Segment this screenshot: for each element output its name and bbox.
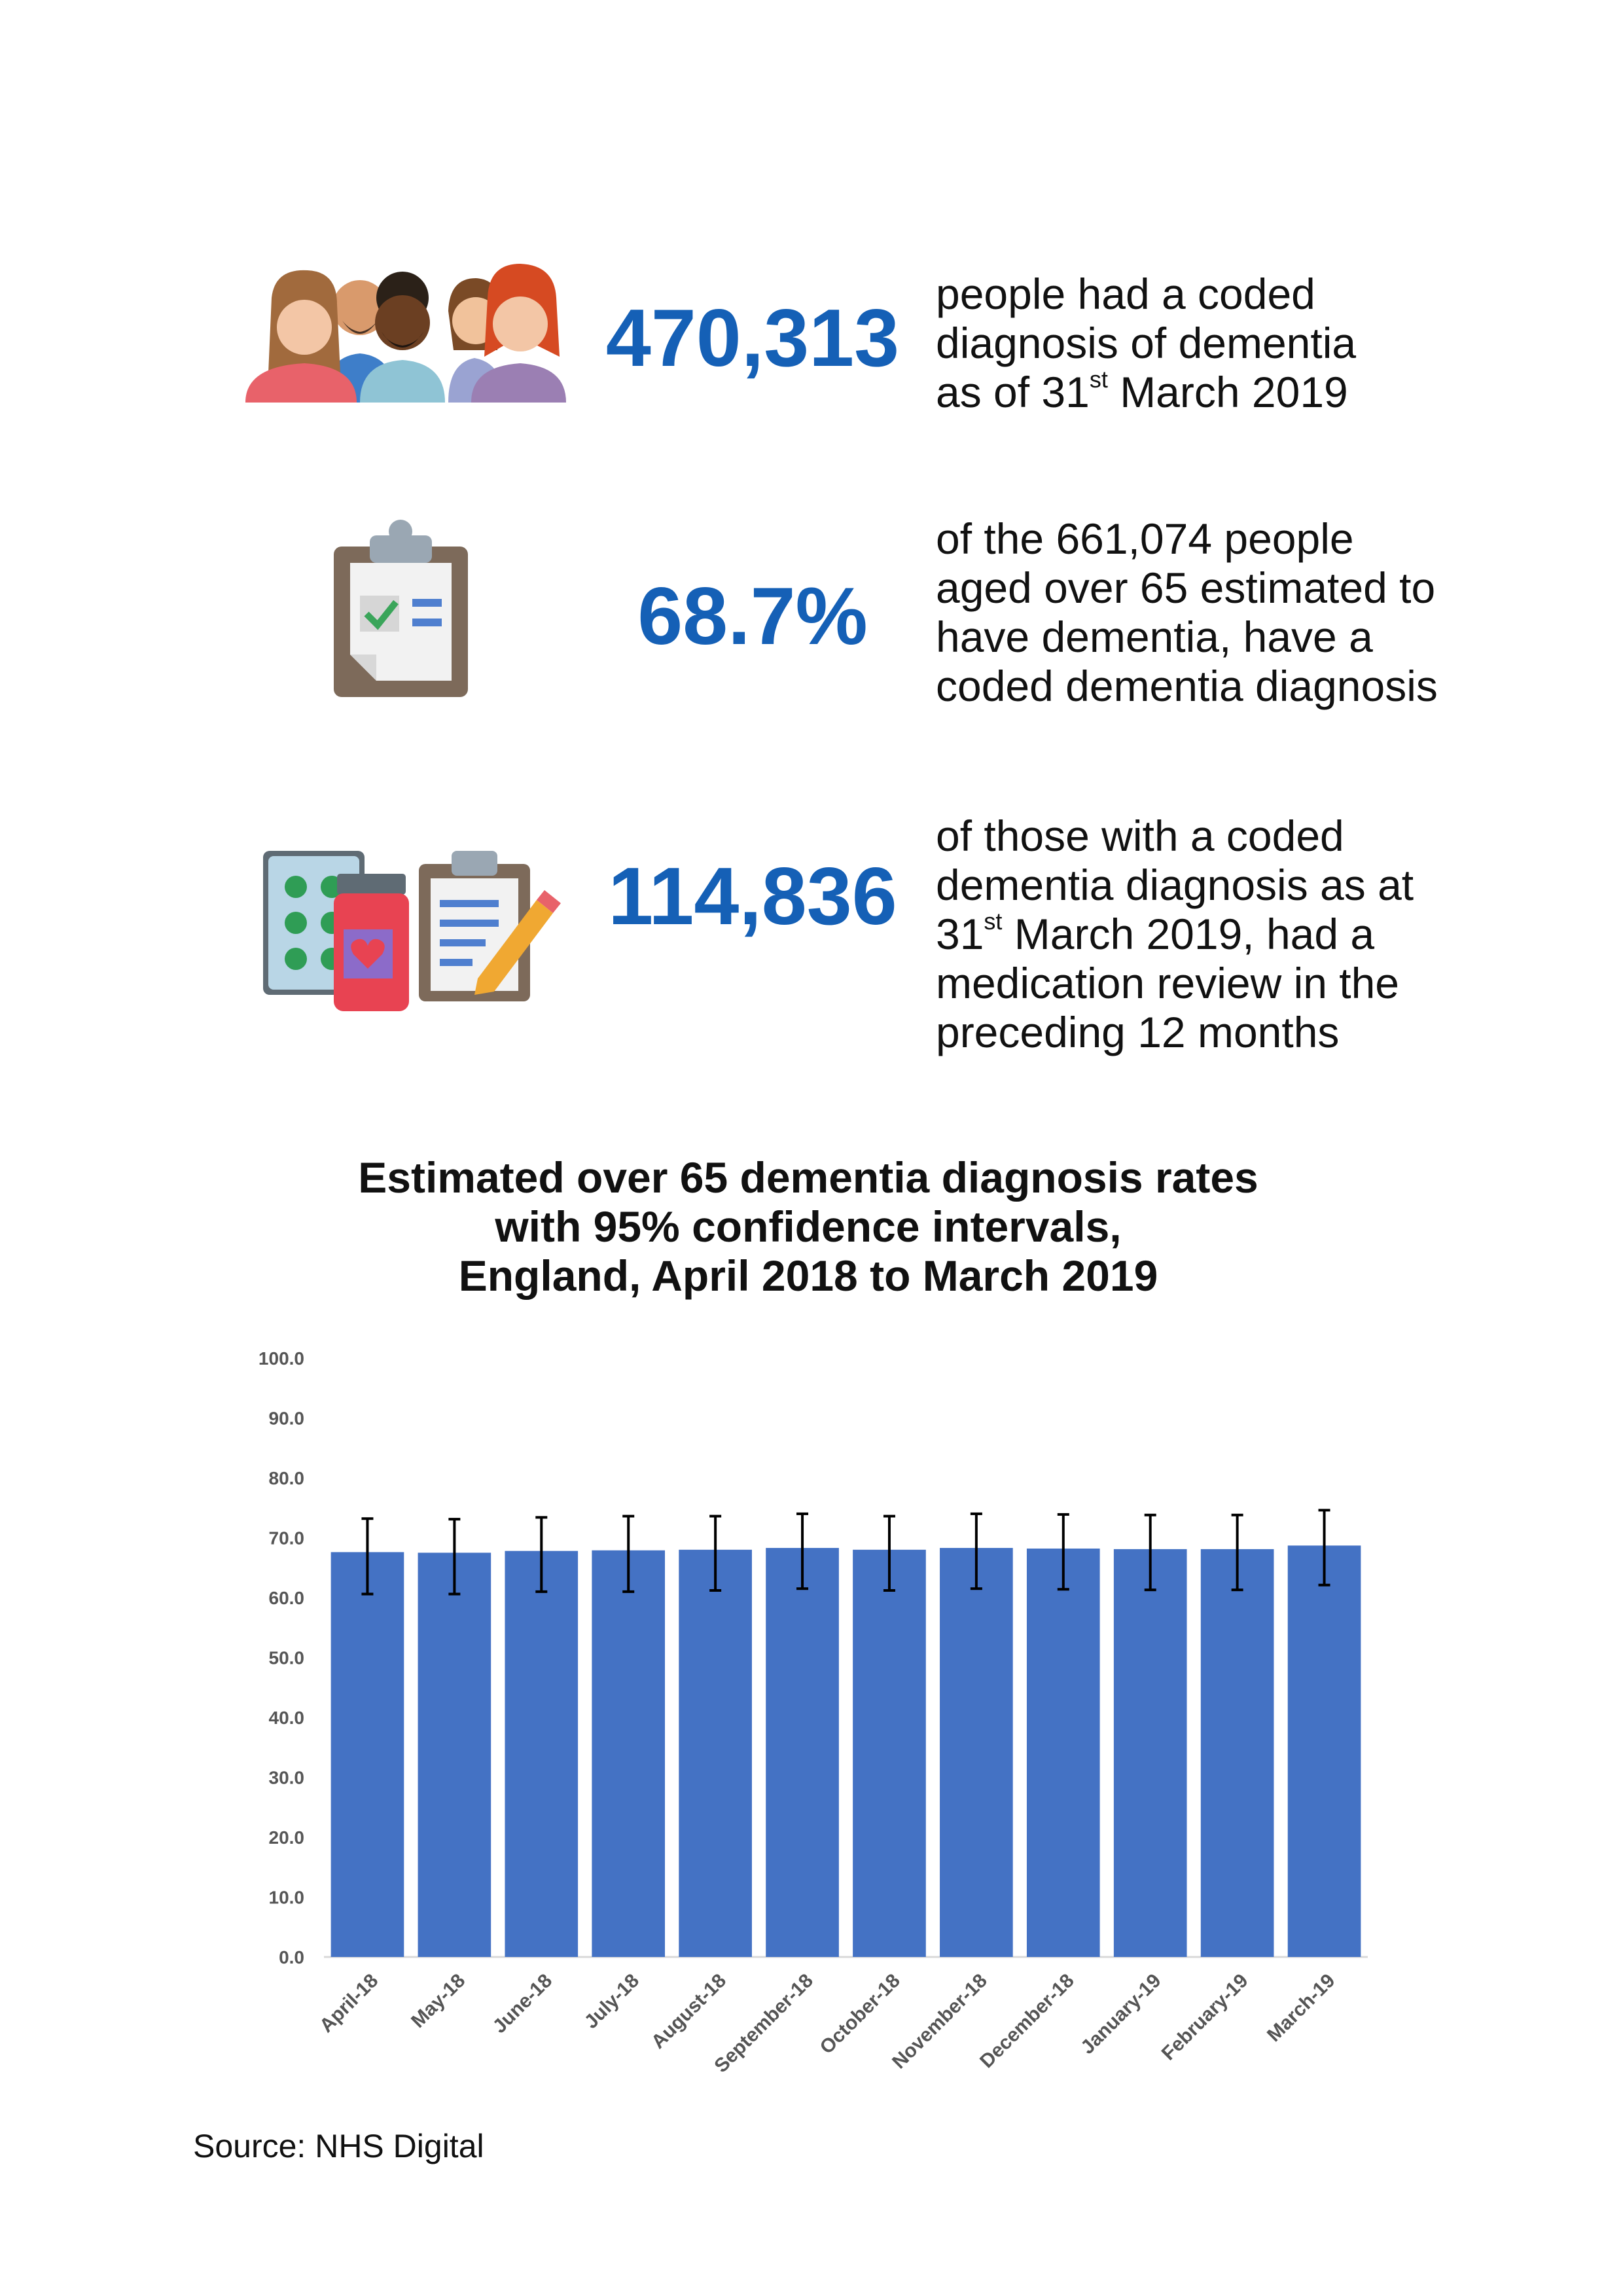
desc-line: have dementia, have a	[936, 613, 1373, 661]
stat-value: 114,836	[608, 852, 897, 942]
y-tick-label: 10.0	[268, 1887, 304, 1908]
bar	[679, 1550, 752, 1957]
desc-line: diagnosis of dementia	[936, 319, 1357, 367]
x-tick-label: April-18	[315, 1969, 383, 2037]
desc-line: aged over 65 estimated to	[936, 564, 1436, 612]
desc-line: as of 31st March 2019	[936, 366, 1348, 416]
chart-title-line: with 95% confidence intervals,	[495, 1202, 1122, 1251]
chart-title-line: Estimated over 65 dementia diagnosis rates	[358, 1153, 1258, 1202]
desc-line: coded dementia diagnosis	[936, 662, 1438, 710]
y-tick-label: 90.0	[268, 1408, 304, 1429]
bar	[331, 1552, 404, 1957]
chart-title-line: England, April 2018 to March 2019	[458, 1251, 1158, 1300]
desc-line: of those with a coded	[936, 812, 1344, 860]
x-tick-label: May-18	[407, 1969, 470, 2032]
bar	[1114, 1549, 1187, 1957]
bar	[505, 1551, 578, 1957]
desc-line: dementia diagnosis as at	[936, 861, 1414, 909]
bar	[1288, 1545, 1361, 1957]
source-note: Source: NHS Digital	[193, 2128, 484, 2164]
bar	[853, 1550, 926, 1957]
desc-line: of the 661,074 people	[936, 514, 1354, 563]
x-tick-label: March-19	[1263, 1969, 1340, 2047]
y-tick-label: 60.0	[268, 1588, 304, 1608]
y-tick-label: 0.0	[279, 1947, 304, 1967]
x-tick-label: September-18	[710, 1969, 817, 2077]
y-tick-label: 50.0	[268, 1647, 304, 1668]
bar	[766, 1548, 839, 1957]
desc-line: medication review in the	[936, 959, 1400, 1007]
x-tick-label: August-18	[647, 1969, 731, 2053]
y-tick-label: 40.0	[268, 1708, 304, 1728]
y-tick-label: 30.0	[268, 1767, 304, 1788]
stat-value: 68.7%	[637, 571, 868, 662]
x-tick-label: November-18	[888, 1969, 991, 2073]
y-tick-label: 100.0	[258, 1348, 304, 1369]
desc-line: people had a coded	[936, 270, 1315, 318]
x-tick-label: January-19	[1077, 1969, 1166, 2058]
stat-value: 470,313	[605, 293, 900, 384]
y-tick-label: 70.0	[268, 1528, 304, 1549]
desc-line: 31st March 2019, had a	[936, 908, 1375, 958]
x-tick-label: February-19	[1157, 1969, 1253, 2065]
desc-line: preceding 12 months	[936, 1008, 1340, 1056]
bar	[592, 1551, 665, 1957]
bar	[1027, 1549, 1100, 1957]
bar	[1201, 1549, 1274, 1957]
y-tick-label: 80.0	[268, 1468, 304, 1488]
y-tick-label: 20.0	[268, 1827, 304, 1848]
x-tick-label: June-18	[488, 1969, 557, 2038]
x-tick-label: October-18	[815, 1969, 904, 2058]
bar	[418, 1552, 491, 1957]
bar	[940, 1548, 1013, 1957]
x-tick-label: December-18	[976, 1969, 1079, 2073]
x-tick-label: July-18	[580, 1969, 644, 2034]
